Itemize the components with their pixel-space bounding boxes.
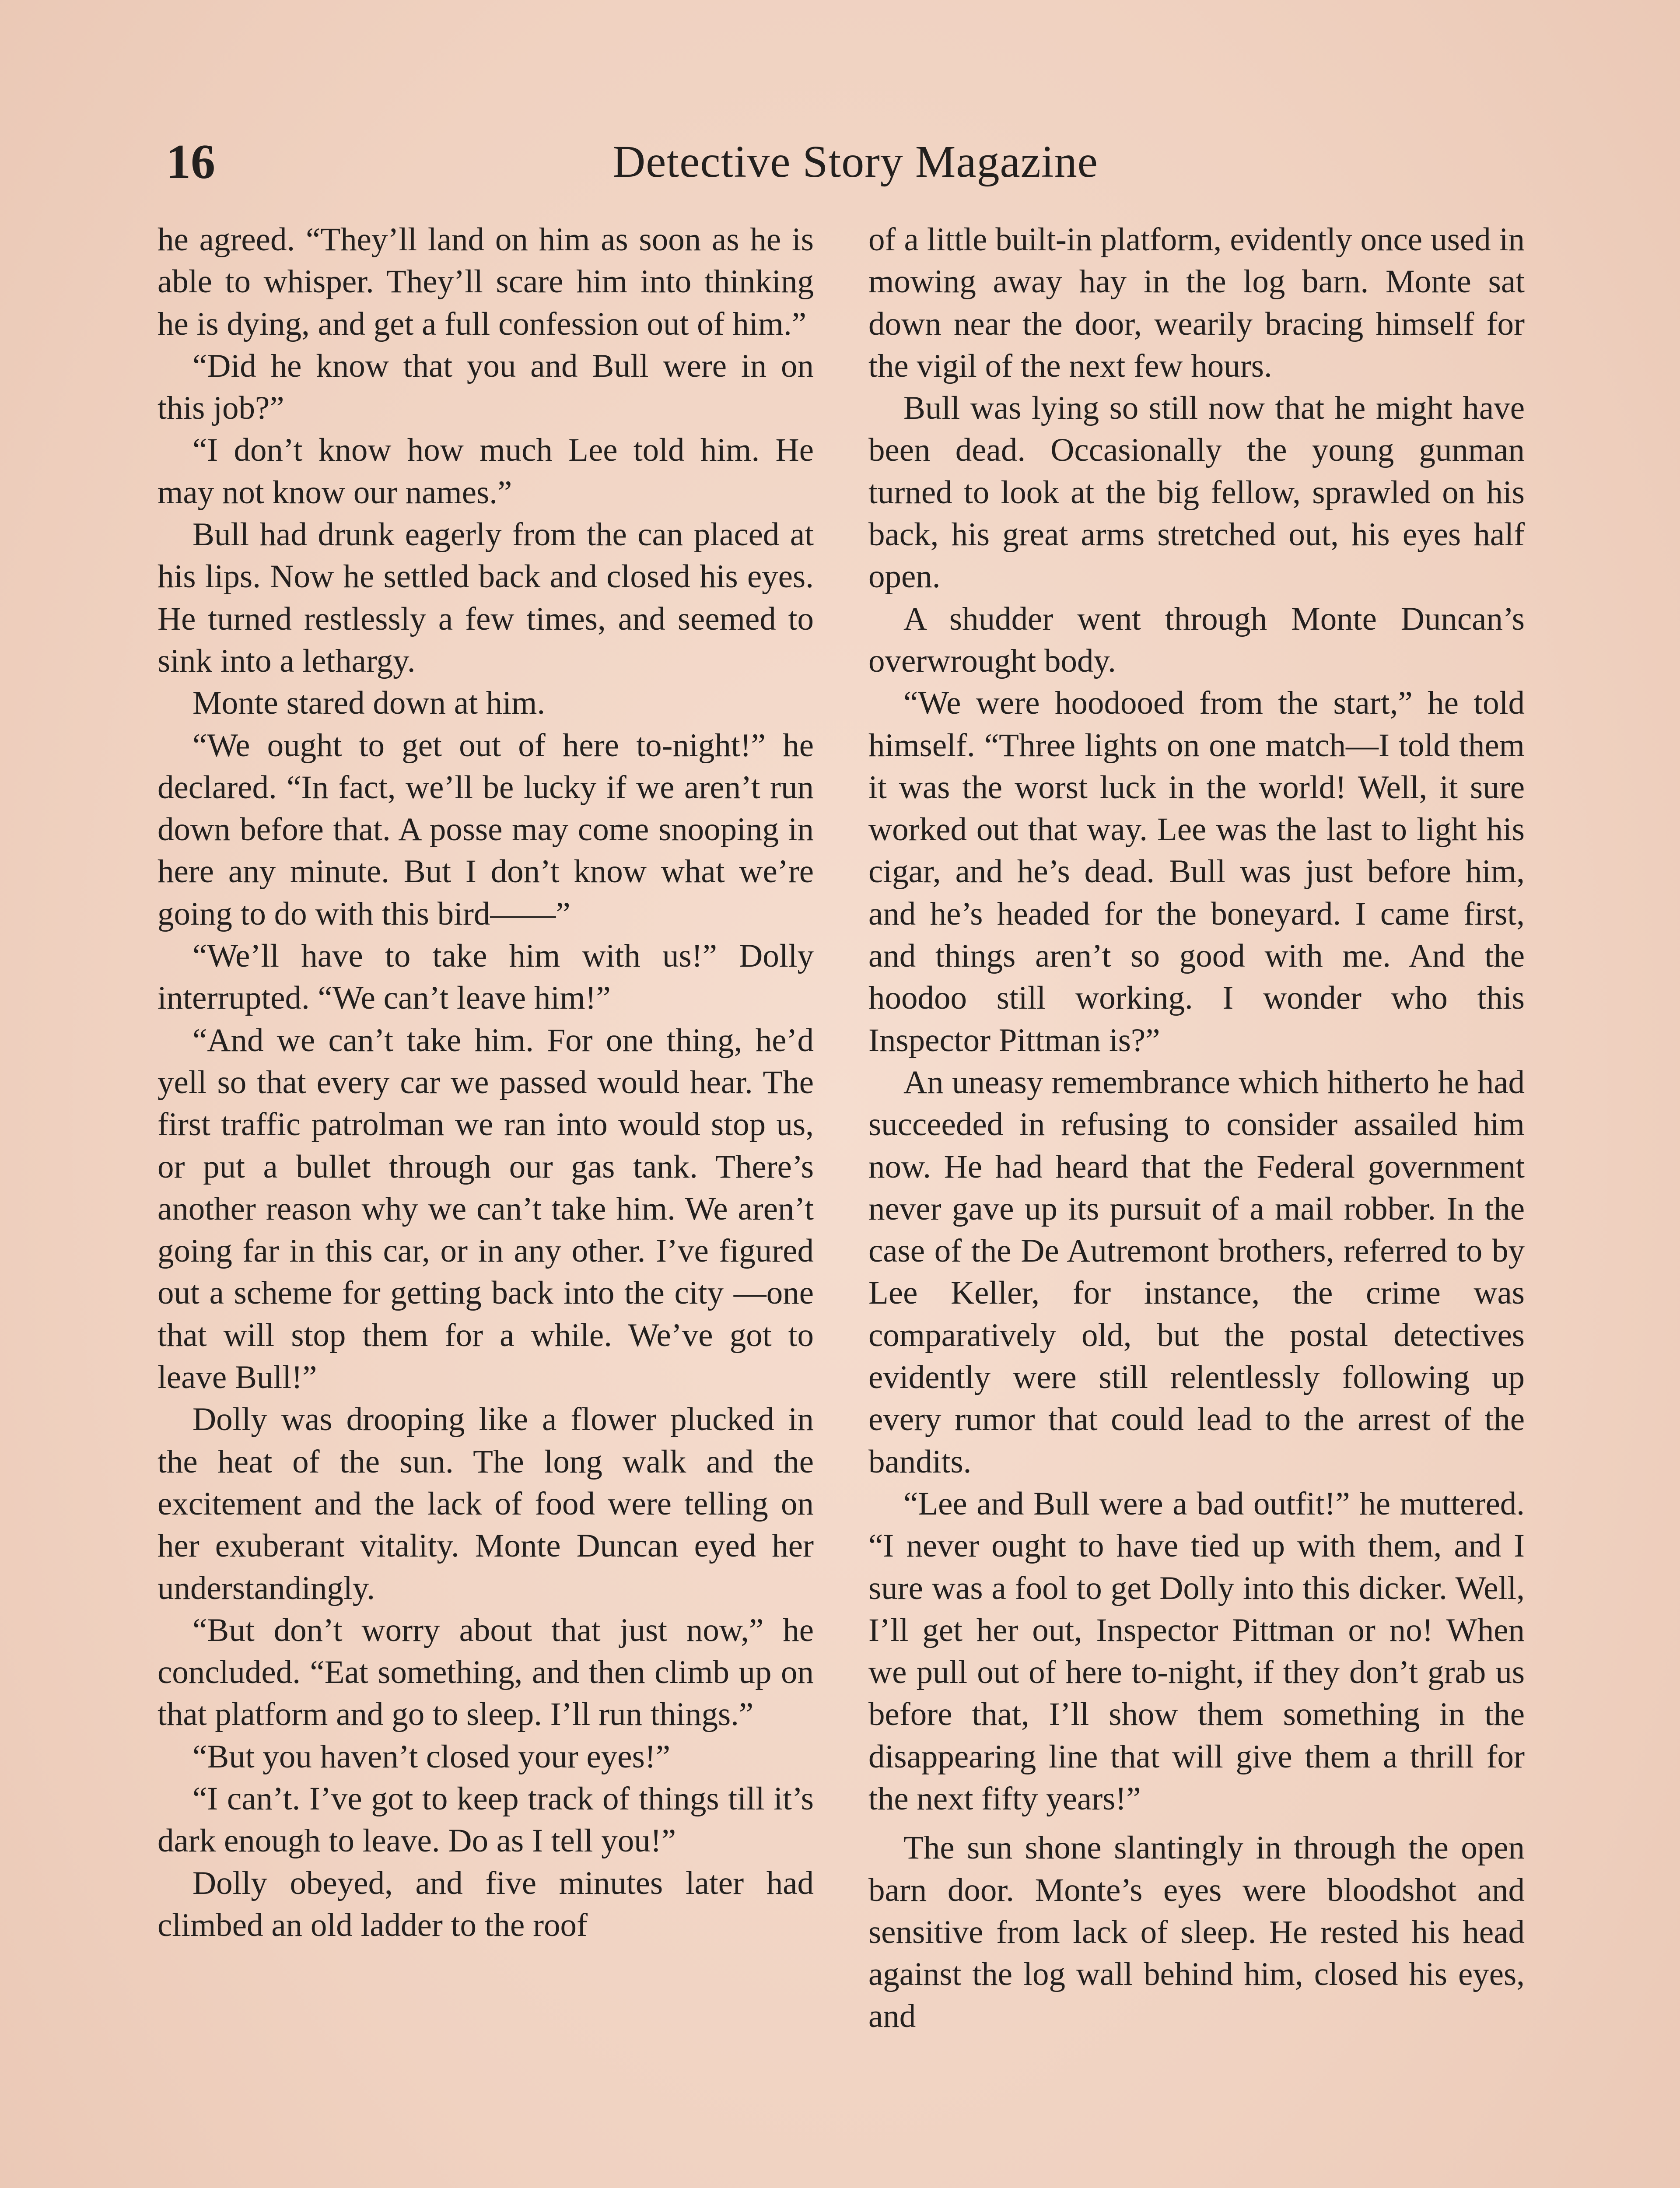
paragraph: “We ought to get out of here to-night!” he declared. “In fact, we’ll be lucky if we aren’t run down before that. A posse may come snooping in here any minute. But I don’t know what we’re going to do with this bird——”	[158, 727, 814, 932]
paragraph: The sun shone slantingly in through the open barn door. Monte’s eyes were bloodshot and sensitive from lack of sleep. He rested his head against the log wall behind him, closed his eyes, and	[868, 1830, 1525, 2035]
paragraph: “Did he know that you and Bull were in on this job?”	[158, 347, 814, 427]
paragraph: An uneasy remembrance which hitherto he had succeeded in refusing to consider assailed him now. He had heard that the Federal government never gave up its pursuit of a mail robber. In the case of the De Autremont brothers, referred to by Lee Keller, for instance, the crime was comparatively old, but the postal detectives evidently were still relentlessly following up every rumor that could lead to the arrest of the bandits.	[868, 1064, 1525, 1480]
paragraph: Bull had drunk eagerly from the can placed at his lips. Now he settled back and closed his eyes. He turned restlessly a few times, and seemed to sink into a lethargy.	[158, 516, 814, 679]
paragraph: “We were hoodooed from the start,” he told himself. “Three lights on one match—I told them it was the worst luck in the world! Well, it sure worked out that way. Lee was the last to light his cigar, and he’s dead. Bull was just before him, and he’s headed for the boneyard. I came first, and things aren’t so good with me. And the hoodoo still working. I wonder who this Inspector Pittman is?”	[868, 685, 1525, 1059]
paragraph: Dolly obeyed, and five minutes later had climbed an old ladder to the roof	[158, 1865, 814, 1943]
page-number: 16	[166, 135, 215, 189]
paragraph: of a little built-in platform, evidently once used in mowing away hay in the log barn. Monte sat down near the door, wearily bracing himself for the vigil of the next few hours.	[868, 221, 1525, 384]
paragraph: he agreed. “They’ll land on him as soon as he is able to whisper. They’ll scare him into thinking he is dying, and get a full confession out of him.”	[158, 221, 814, 342]
paragraph: “But don’t worry about that just now,” he concluded. “Eat something, and then climb up on that platform and go to sleep. I’ll run things.”	[158, 1612, 814, 1733]
right-column	[868, 219, 1525, 2038]
paragraph: “I don’t know how much Lee told him. He may not know our names.”	[158, 432, 814, 511]
paragraph: “And we can’t take him. For one thing, he’d yell so that every car we passed would hear. The first traffic patrolman we ran into would stop us, or put a bullet through our gas tank. There’s another reason why we can’t take him. We aren’t going far in this car, or in any other. I’ve figured out a scheme for getting back into the city —one that will stop them for a while. We’ve got to leave Bull!”	[158, 1022, 814, 1396]
paragraph: Monte stared down at him.	[192, 685, 546, 722]
page-header	[166, 127, 1544, 197]
paragraph: Bull was lying so still now that he might have been dead. Occasionally the young gunman turned to look at the big fellow, sprawled on his back, his great arms stretched out, his eyes half open.	[868, 390, 1525, 595]
paragraph: “We’ll have to take him with us!” Dolly interrupted. “We can’t leave him!”	[158, 938, 814, 1017]
left-column	[158, 219, 814, 1946]
paragraph: “Lee and Bull were a bad outfit!” he muttered. “I never ought to have tied up with them, and I sure was a fool to get Dolly into this dicker. Well, I’ll get her out, Inspector Pittman or no! When we pull out of here to-night, if they don’t grab us before that, I’ll show them something in the disappearing line that will give them a thrill for the next fifty years!”	[868, 1485, 1525, 1817]
paragraph: “I can’t. I’ve got to keep track of things till it’s dark enough to leave. Do as I tell you!”	[158, 1780, 814, 1859]
paragraph: A shudder went through Monte Duncan’s overwrought body.	[868, 600, 1525, 679]
paragraph: Dolly was drooping like a flower plucked in the heat of the sun. The long walk and the excitement and the lack of food were telling on her exuberant vitality. Monte Duncan eyed her understandingly.	[158, 1401, 814, 1606]
running-title: Detective Story Magazine	[612, 137, 1098, 187]
paragraph: “But you haven’t closed your eyes!”	[192, 1738, 671, 1775]
